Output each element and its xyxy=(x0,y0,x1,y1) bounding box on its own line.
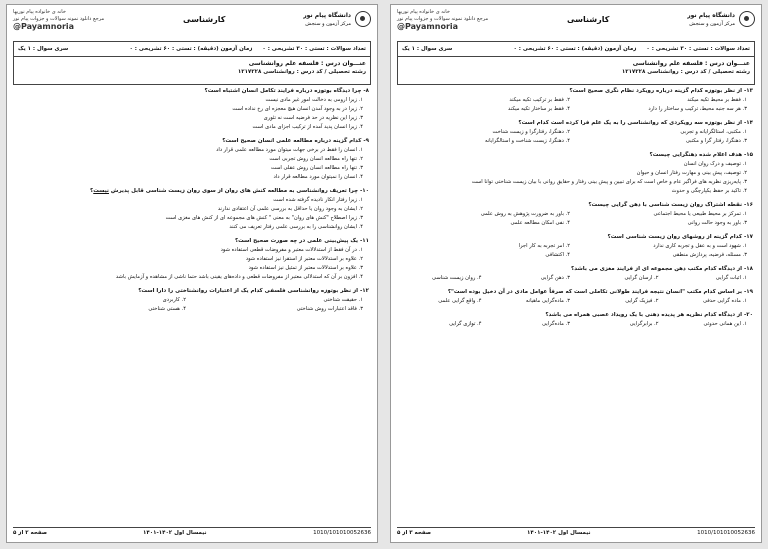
answer-option: ۳. هر سه جنبه محیط، ترکیب و ساختار را دارد xyxy=(648,106,747,112)
question-stem: کدام گزینه از روشهای روان زیست شناسی است؟ xyxy=(607,234,743,240)
exam-page-left xyxy=(6,4,378,543)
answer-options xyxy=(399,128,753,146)
question-stem: چرا تعریف روانشناسی به مطالعه کنش های روان از سوی روان زیست شناسی قابل پذیرش xyxy=(110,188,359,194)
university-logo-icon xyxy=(739,11,755,27)
question-text xyxy=(399,233,753,242)
question-stem: هدف اعلام شده ذهنگرایی چیست؟ xyxy=(649,152,743,158)
question-stem: یک پیش‌بینی علمی در چه صورت صحیح است؟ xyxy=(234,238,359,244)
brand-name: @Payamnoria xyxy=(13,22,75,31)
question-number: ۱۲- xyxy=(359,288,369,294)
answer-option: ۳. پایه‌ریزی نظریه های فراگیر عام و خاص است که برای تبیین و پیش بینی رفتار و حقایق روانی با بیان زیست شناختی توانا است xyxy=(471,179,747,185)
answer-option: ۲. زیرا در به وجود آمدن انسان هیچ معجزه ای رخ نداده است xyxy=(232,106,363,112)
question-stem: بر اساس کدام مکتب "انسان نتیجه فرایند طولانی تکاملی است که صرفاً عوامل مادی در آن دخیل بوده است"؟ xyxy=(447,289,743,295)
answer-option: ۲. ارسان گرایی xyxy=(624,275,659,281)
brand-name: @Payamnoria xyxy=(397,22,459,31)
question xyxy=(399,87,753,114)
answer-options xyxy=(399,297,753,306)
question xyxy=(399,151,753,196)
exam-term: نیمسال اول ۱۴۰۲-۱۴۰۱ xyxy=(143,530,207,536)
question-stem: از نظر بوتوزه روانشناسی فلسفی کدام یک از اعتبارات روانشناختی را دارا است؟ xyxy=(138,288,359,294)
answer-option: ۲. علاوه بر استدلالات معتبر از استقرا نیز استفاده شود xyxy=(245,256,363,262)
answer-option: ۱. تمرکز بر محیط طبیعی یا محیط اجتماعی xyxy=(653,211,747,217)
answer-option: ۴. زیرا انسان پدید آمده از ترکیب اجزای مادی است xyxy=(252,124,363,130)
question-number: ۱۸- xyxy=(743,266,753,272)
brand-line-1: خانه ی خانواده پیام نوریها xyxy=(397,9,450,15)
answer-option: ۴. هستی شناختی xyxy=(148,306,186,312)
answer-option: ۱. انسان را فقط در برخی جهات میتوان مورد مطالعه علمی قرار داد xyxy=(216,147,363,153)
question-text xyxy=(399,119,753,128)
question xyxy=(399,233,753,260)
answer-option: ۳. ماده‌گرایی ماهیانه xyxy=(525,298,570,304)
answer-option: ۱. ماده گرایی حذفی xyxy=(702,298,747,304)
exam-time: زمان آزمون (دقیقه) : تستی : ۶۰ تشریحی : ۰ xyxy=(129,46,253,52)
question-text xyxy=(399,265,753,274)
question-text xyxy=(399,311,753,320)
question-number: ۱۹- xyxy=(743,289,753,295)
exam-code: 1010/101010052636 xyxy=(697,530,755,536)
question-stem: از نظر بوتوزه سه رویکردی که روانشناسی را به یک علم فرا کرده است کدام است؟ xyxy=(518,120,743,126)
answer-option: ۱. حقیقت شناختی xyxy=(323,297,363,303)
question-number: ۱۵- xyxy=(743,152,753,158)
page-number: صفحه ۳ از ۵ xyxy=(397,530,432,536)
answer-option: ۴. توازی گرایی xyxy=(449,321,482,327)
answer-option: ۲. ایشان به وجود روان یا حداقل به بررسی علمی آن اعتقادی ندارند xyxy=(217,206,363,212)
university-block xyxy=(303,12,351,28)
answer-option: ۲. کاربردی xyxy=(162,297,186,303)
question xyxy=(15,287,369,314)
question xyxy=(399,201,753,228)
answer-options xyxy=(399,210,753,228)
answer-option: ۳. باور به وجود حالت روانی xyxy=(687,220,747,226)
answer-option: ۲. تنها راه مطالعه انسان روش تجربی است xyxy=(269,156,363,162)
question-series: سری سوال : ۱ یک xyxy=(18,46,69,52)
question-stem: از دیدگاه کدام نظریه هر پدیده ذهنی با یک رویداد عصبی همراه می باشد؟ xyxy=(545,312,743,318)
answer-option: ۳. زیرا این نظریه در حد فرضیه است نه تئوری xyxy=(263,115,363,121)
answer-option: ۳. تنها راه مطالعه انسان روش عقلی است xyxy=(270,165,363,171)
answer-option: ۲. فیزیک گرایی xyxy=(625,298,659,304)
answer-options xyxy=(15,196,369,232)
question-series: سری سوال : ۱ یک xyxy=(402,46,453,52)
question-number: ۱۰- xyxy=(359,188,369,194)
answer-option: ۱. زیرا رفتار انکار نادیده گرفته شده است xyxy=(273,197,363,203)
page-header xyxy=(13,9,371,39)
answer-option: ۳. ذهنگرا، رفتار گرا و مکتبی xyxy=(685,138,747,144)
page-header xyxy=(397,9,755,39)
university-logo-icon xyxy=(355,11,371,27)
question-text xyxy=(399,87,753,96)
question-text xyxy=(15,137,369,146)
answer-option: ۴. افزون بر آن که استدلالی معتبر از مفروضات قطعی و داده‌های یقینی باشد حتما ناشی از مشاهده و آزمایش باشد xyxy=(115,274,363,280)
question-number: ۱۶- xyxy=(743,202,753,208)
answer-options xyxy=(399,242,753,260)
question xyxy=(399,265,753,283)
answer-option: ۲. امر تجربه به کار اجرا xyxy=(518,243,570,249)
course-title: عنـــوان درس : فلسفه علم روانشناسی xyxy=(248,60,366,67)
question xyxy=(399,119,753,146)
answer-options xyxy=(15,96,369,132)
answer-option: ۳. علاوه بر استدلالات معتبر از تمثیل نیز استفاده شود xyxy=(248,265,363,271)
question-stem: چرا دیدگاه بوتوزه درباره فرایند تکامل انسان اشتباه است؟ xyxy=(204,88,362,94)
answer-option: ۳. زیرا اصطلاح "کنش های روان" به معنی " کنش های مجموعه ای از کنش های مغزی است xyxy=(165,215,363,221)
exam-time: زمان آزمون (دقیقه) : تستی : ۶۰ تشریحی : ۰ xyxy=(513,46,637,52)
answer-option: ۴. ایشان روانشناسی را به بررسی علمی رفتار تعریف می کنند xyxy=(229,224,363,230)
question-text xyxy=(15,187,369,196)
question xyxy=(15,87,369,132)
question-number: ۲۰- xyxy=(743,312,753,318)
question-stem: نقطه اشتراک روان زیست شناسی با ذهن گرایی چیست؟ xyxy=(588,202,743,208)
answer-option: ۳. ماده‌گرایی xyxy=(541,321,570,327)
questions-list xyxy=(399,87,753,526)
answer-options xyxy=(15,146,369,182)
question xyxy=(15,237,369,282)
university-name: دانشگاه پیام نور xyxy=(303,12,351,19)
question-text xyxy=(399,151,753,160)
degree-level: کارشناسی xyxy=(567,15,610,24)
question-counts: تعداد سوالات : تستی : ۳۰ تشریحی : ۰ xyxy=(262,46,366,52)
answer-option: ۱. شهود است و به عقل و تجربه کاری ندارد xyxy=(653,243,747,249)
major-code: رشته تحصیلی / کد درس : روانشناسی ۱۲۱۷۲۲۸ xyxy=(237,69,366,75)
answer-option: ۱. این همانی حدوثی xyxy=(703,321,747,327)
exam-term: نیمسال اول ۱۴۰۲-۱۴۰۱ xyxy=(527,530,591,536)
answer-options xyxy=(399,160,753,196)
question xyxy=(399,311,753,329)
answer-option: ۲. فقط بر ترکیب تکیه میکند xyxy=(509,97,570,103)
question-emphasis: نیست xyxy=(93,188,109,194)
answer-options xyxy=(399,274,753,283)
page-footer xyxy=(13,527,371,538)
answer-option: ۲. برابرگرایی xyxy=(629,321,659,327)
university-block xyxy=(687,12,735,28)
brand-block xyxy=(397,9,488,30)
questions-list xyxy=(15,87,369,526)
answer-option: ۴. واقع گرایی علمی xyxy=(438,298,482,304)
question-text xyxy=(15,287,369,296)
answer-option: ۱. در آن فقط از استدلالات معتبر و مفروضات قطعی استفاده شود xyxy=(220,247,363,253)
question-stem: از دیدگاه کدام مکتب ذهن مجموعه ای از فرایند مغزی می باشد؟ xyxy=(571,266,743,272)
answer-option: ۳. مسئله، فرضیه، پردازش منطقی xyxy=(672,252,747,258)
question-number: ۹- xyxy=(363,138,369,144)
question-number: ۸- xyxy=(363,88,369,94)
question xyxy=(15,137,369,182)
question-text xyxy=(15,87,369,96)
answer-option: ۴. اکتشافی xyxy=(545,252,570,258)
answer-options xyxy=(15,296,369,314)
exam-page-right xyxy=(390,4,762,543)
exam-info-box xyxy=(13,41,371,85)
exam-code: 1010/101010052636 xyxy=(313,530,371,536)
answer-option: ۴. روان زیست شناسی xyxy=(432,275,482,281)
answer-option: ۲. دهنگرا، رفتارگرا و زیست شناخت xyxy=(492,129,570,135)
answer-option: ۱. فقط بر محیط تکیه میکند xyxy=(687,97,747,103)
university-name: دانشگاه پیام نور xyxy=(687,12,735,19)
question-end: ؟ xyxy=(90,188,94,194)
answer-option: ۱. توصیف و درک روان انسان xyxy=(683,161,747,167)
question-text xyxy=(399,288,753,297)
course-title: عنـــوان درس : فلسفه علم روانشناسی xyxy=(632,60,750,67)
question-stem: از نظر بوتوزه کدام گزینه درباره رویکرد نظام نگری صحیح است؟ xyxy=(569,88,743,94)
exam-center: مرکز آزمون و سنجش xyxy=(305,21,351,27)
question-number: ۱۱- xyxy=(359,238,369,244)
exam-center: مرکز آزمون و سنجش xyxy=(689,21,735,27)
major-code: رشته تحصیلی / کد درس : روانشناسی ۱۲۱۷۲۲۸ xyxy=(621,69,750,75)
answer-option: ۱. زیرا ارومی به دخالت امور غیر مادی نیست xyxy=(265,97,363,103)
answer-option: ۴. نفی امکان مطالعه علمی xyxy=(510,220,570,226)
answer-option: ۳. فاقد اعتبارات روش شناختی xyxy=(296,306,363,312)
answer-option: ۱. اثبات گرایی xyxy=(715,275,747,281)
answer-options xyxy=(399,320,753,329)
brand-line-2: مرجع دانلود نمونه سوالات و جزوات پیام نور xyxy=(397,16,489,22)
question xyxy=(15,187,369,232)
brand-line-2: مرجع دانلود نمونه سوالات و جزوات پیام نور xyxy=(13,16,105,22)
question-number: ۱۷- xyxy=(743,234,753,240)
answer-option: ۲. توصیف، پیش بینی و مهارت رفتار انسان و حیوان xyxy=(636,170,747,176)
question xyxy=(399,288,753,306)
page-number: صفحه ۲ از ۵ xyxy=(13,530,48,536)
answer-option: ۴. تاکید بر حفظ یکپارچگی و حدوث xyxy=(671,188,747,194)
question-number: ۱۴- xyxy=(743,120,753,126)
answer-options xyxy=(15,246,369,282)
brand-line-1: خانه ی خانواده پیام نوریها xyxy=(13,9,66,15)
answer-option: ۳. ذهن گرایی xyxy=(540,275,570,281)
question-number: ۱۳- xyxy=(743,88,753,94)
answer-option: ۴. انسان را نمیتوان مورد مطالعه قرار داد xyxy=(273,174,363,180)
answer-options xyxy=(399,96,753,114)
page-footer xyxy=(397,527,755,538)
answer-option: ۱. مکتبی، استالگرایانه و تجربی xyxy=(680,129,747,135)
answer-option: ۲. باور به ضرورت پژوهش به روش علمی xyxy=(480,211,570,217)
brand-block xyxy=(13,9,104,30)
answer-option: ۴. دهنگرا، زیست شناخت و استالگرایانه xyxy=(484,138,570,144)
question-text xyxy=(399,201,753,210)
degree-level: کارشناسی xyxy=(183,15,226,24)
answer-option: ۴. فقط بر ساختار تکیه میکند xyxy=(508,106,570,112)
question-stem: کدام گزینه درباره مطالعه علمی انسان صحیح است؟ xyxy=(222,138,362,144)
exam-info-box xyxy=(397,41,755,85)
question-text xyxy=(15,237,369,246)
question-counts: تعداد سوالات : تستی : ۳۰ تشریحی : ۰ xyxy=(646,46,750,52)
